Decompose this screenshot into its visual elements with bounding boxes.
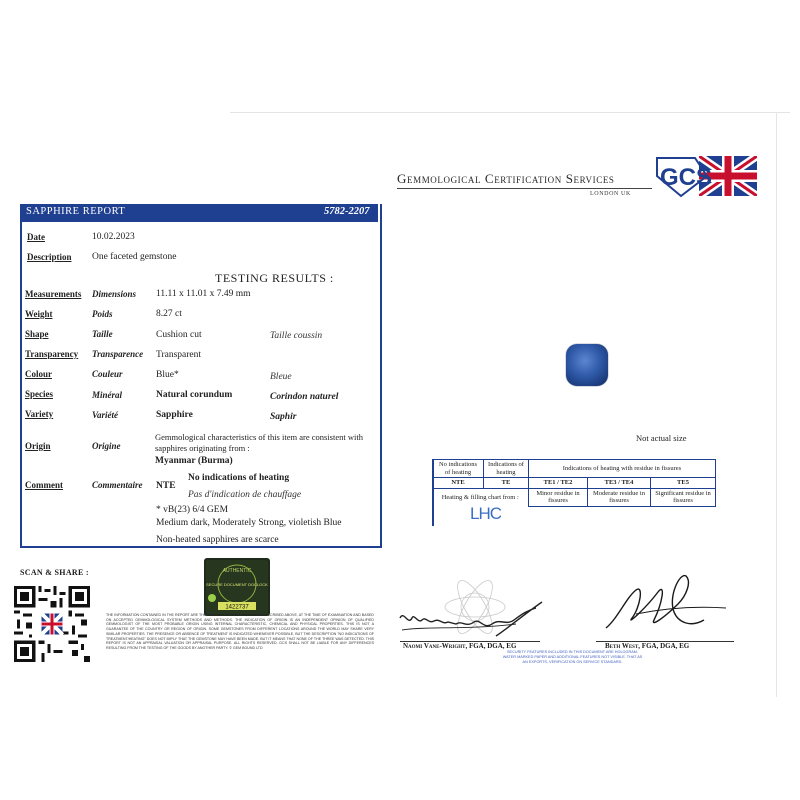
transparency-label: Transparency: [25, 349, 79, 359]
table-cell: TE3 / TE4: [588, 478, 651, 489]
signature-naomi: [396, 580, 548, 650]
comment-note: Non-heated sapphires are scarce: [156, 535, 279, 545]
table-cell: TE1 / TE2: [529, 478, 588, 489]
origin-label: Origin: [25, 441, 51, 451]
shape-label-fr: Taille: [92, 329, 113, 339]
species-value: Natural corundum: [156, 390, 233, 400]
gemstone-image: [566, 344, 608, 386]
table-header: No indications of heating: [433, 460, 484, 478]
species-value-fr: Corindon naturel: [270, 392, 339, 402]
table-cell: NTE: [433, 478, 484, 489]
variety-label: Variety: [25, 409, 54, 419]
signer-name-1: Naomi Vane-Wright, FGA, DGA, EG: [403, 642, 517, 650]
table-header: Indications of heating with residue in fissures: [529, 460, 716, 478]
table-cell: Heating & filling chart from :: [433, 488, 529, 506]
signature-beth: [596, 568, 736, 648]
color-code: * vB(23) 6/4 GEM: [156, 505, 229, 515]
origin-value: Myanmar (Burma): [155, 456, 233, 466]
date-value: 10.02.2023: [92, 232, 135, 242]
table-cell: Moderate residue in fissures: [588, 488, 651, 506]
transparency-label-fr: Transparence: [92, 349, 144, 359]
gcs-logo: [655, 154, 759, 198]
colour-label: Colour: [25, 369, 52, 379]
image-caption: Not actual size: [636, 433, 687, 443]
measurements-value: 11.11 x 11.01 x 7.49 mm: [156, 289, 251, 299]
measurements-label: Measurements: [25, 289, 82, 299]
qr-code[interactable]: [14, 586, 90, 662]
security-note: SECURITY FEATURES INCLUDED IN THIS DOCUMENT ARE HOLOGRAM, WATER MARKED PAPER AND ADDITIONAL FEATURES NOT VISIBLE. THAT AS AN EXPORTS, VERIFICATION ON SERVICE STANDARD.: [502, 650, 643, 664]
company-location: LONDON UK: [590, 191, 631, 197]
fine-print: THE INFORMATION CONTAINED IN THE REPORT ARE THE RESULT OF TESTING THE ITEM DESCRIBED ABOVE, AT THE TIME OF EXAMINATION AND BASED ON ACCEPTED GEMMOLOGICAL SYSTEM METHODS AND METHODS. THE INDICATION OF ORIGIN IS AN INDEPENDENT OPINION OF QUALIFIED GEMMOLOGIST OF THE MOST PROBABLE ORIGIN USING INTERNAL CHARACTERISTIC, CHEMICAL AND PHYSICAL PROPERTIES. THIS IS NOT A GUARANTEE OF THE COUNTRY OR REGION OF ORIGIN. SOME GEMSTONES FROM DIFFERENT LOCATIONS AROUND THE WORLD MAY SHARE VERY SIMILAR PROPERTIES. THE PRESENCE OR ABSENCE OF TREATMENT IS INDICATED WHENEVER POSSIBLE, BUT THE DESCRIPTION "NO INDICATIONS OF TREATMENT/HEATING" DOES NOT IMPLY THAT THE GEMSTONE MAY HAVE BEEN MADE. BUT IT MEANS THAT NONE OF THE THREE WAS DETECTED. THIS REPORT IS NOT AN APPRAISAL VALUATION OR APPRAISAL PURPOSE. ALL RIGHTS RESERVED. GCS SHALL NOT BE LIABLE FOR ANY DIFFERENCES RESULTING FROM THE TESTING OF THE GOODS BY ANOTHER PARTY. © GEM BOUND LTD: [106, 613, 374, 650]
divider: [397, 188, 652, 189]
report-title: SAPPHIRE REPORT: [26, 206, 126, 217]
heating-table: [432, 459, 716, 507]
table-cell: TE5: [651, 478, 716, 489]
colour-label-fr: Couleur: [92, 369, 123, 379]
signer-name-2: Beth West, FGA, DGA, EG: [605, 642, 690, 650]
security-hologram: [204, 558, 270, 616]
company-name: Gemmological Certification Services: [397, 171, 615, 186]
measurements-label-fr: Dimensions: [92, 289, 137, 299]
comment-value-fr: Pas d'indication de chauffage: [188, 490, 302, 500]
variety-label-fr: Variété: [92, 410, 118, 420]
comment-code: NTE: [156, 481, 176, 491]
comment-value: No indications of heating: [188, 473, 290, 483]
variety-value: Sapphire: [156, 410, 193, 420]
species-label-fr: Minéral: [92, 390, 123, 400]
shape-value-fr: Taille coussin: [270, 331, 323, 341]
origin-label-fr: Origine: [92, 441, 121, 451]
color-description: Medium dark, Moderately Strong, violetish Blue: [156, 518, 342, 528]
comment-label-fr: Commentaire: [92, 480, 143, 490]
weight-label: Weight: [25, 309, 53, 319]
comment-label: Comment: [25, 480, 63, 490]
lhc-logo-text: LHC: [470, 504, 501, 523]
colour-value-fr: Bleue: [270, 372, 292, 382]
hologram-text: SECURE DOCUMENT DOCLOCK: [206, 582, 268, 587]
table-cell: Minor residue in fissures: [529, 488, 588, 506]
variety-value-fr: Saphir: [270, 412, 297, 422]
table-cell: TE: [484, 478, 529, 489]
testing-heading: TESTING RESULTS :: [215, 271, 334, 285]
shape-label: Shape: [25, 329, 49, 339]
hologram-number: 1422737: [225, 604, 249, 611]
origin-note: Gemmological characteristics of this item are consistent with sapphires originating from :: [155, 432, 363, 453]
transparency-value: Transparent: [156, 350, 202, 360]
description-label: Description: [27, 252, 72, 262]
description-value: One faceted gemstone: [92, 252, 177, 262]
weight-label-fr: Poids: [92, 309, 113, 319]
weight-value: 8.27 ct: [156, 309, 182, 319]
species-label: Species: [25, 389, 53, 399]
logo-text: GCS: [660, 164, 713, 191]
colour-value: Blue*: [156, 370, 179, 380]
table-header: Indications of heating: [484, 460, 529, 478]
sheet-edge: [776, 112, 777, 697]
shape-value: Cushion cut: [156, 330, 202, 340]
scan-share-label: SCAN & SHARE :: [20, 568, 89, 577]
sheet-edge: [230, 112, 790, 113]
report-number: 5782-2207: [324, 206, 370, 217]
table-cell: Significant residue in fissures: [651, 488, 716, 506]
date-label: Date: [27, 232, 45, 242]
hologram-word: AUTHENTIC: [222, 568, 252, 574]
lhc-logo: [469, 501, 501, 523]
